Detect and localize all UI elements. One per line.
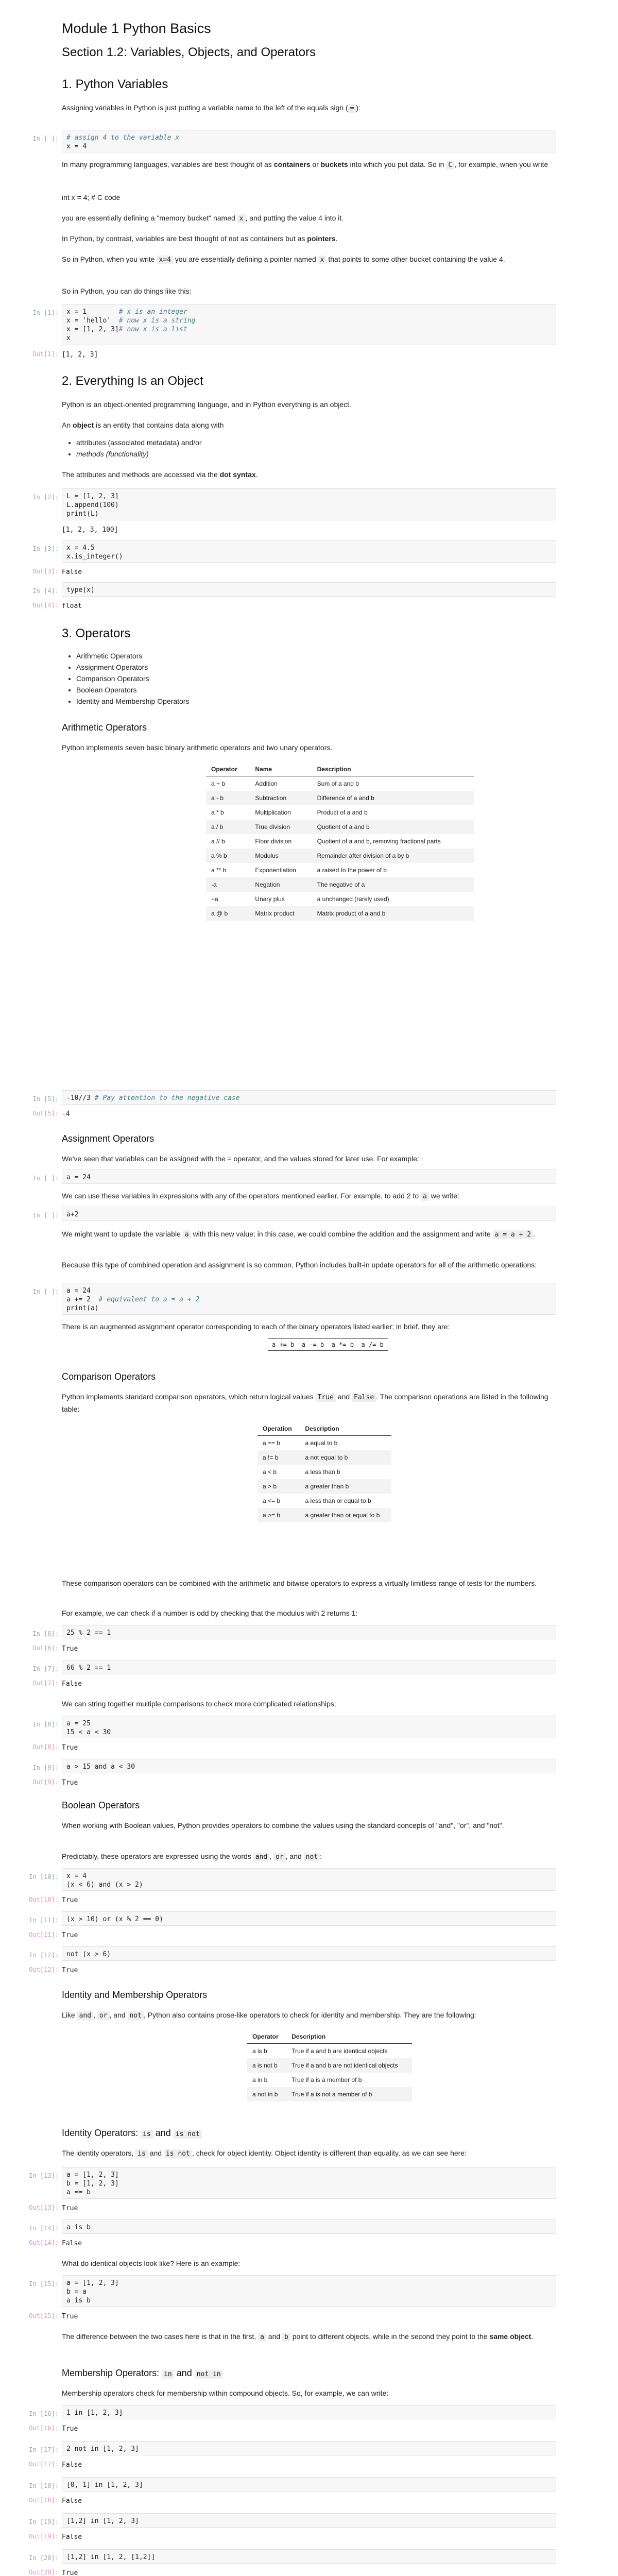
list-item: • Identity and Membership Operators — [76, 696, 189, 707]
code-cell[interactable]: a = 24 — [62, 1170, 556, 1184]
heading-operators: 3. Operators — [62, 626, 131, 640]
operators-list — [62, 650, 189, 707]
table-row: a // b Floor division Quotient of a and b, removing fractional parts — [211, 838, 441, 845]
cell-output: True — [62, 1931, 78, 1939]
table-header: Operator — [247, 2030, 286, 2044]
table-header: Name — [250, 762, 312, 776]
paragraph: The attributes and methods are accessed via the dot syntax. — [62, 470, 258, 479]
code-cell[interactable]: a > 15 and a < 30 — [62, 1759, 556, 1773]
heading-assignment: Assignment Operators — [62, 1133, 154, 1144]
code-cell[interactable]: type(x) — [62, 582, 556, 597]
cell-output: True — [62, 1744, 78, 1752]
output-prompt: Out[6]: — [32, 1645, 59, 1652]
cell-prompt: In [16]: — [29, 2410, 59, 2417]
paragraph: Like and , or , and not , Python also contains prose-like operators to check for identity and membership. They are the following: — [62, 2011, 476, 2020]
output-prompt: Out[20]: — [29, 2569, 59, 2576]
page-title: Module 1 Python Basics — [62, 21, 211, 36]
code-cell[interactable]: -10//3 # Pay attention to the negative case — [62, 1090, 556, 1105]
code-cell[interactable]: 66 % 2 == 1 — [62, 1660, 556, 1674]
paragraph: These comparison operators can be combined with the arithmetic and bitwise operators to express a virtually limitless range of tests for the numbers. — [62, 1579, 537, 1587]
paragraph: What do identical objects look like? Here is an example: — [62, 2259, 241, 2267]
arithmetic-table — [206, 762, 474, 921]
output-prompt: Out[15]: — [29, 2312, 59, 2319]
output-prompt: Out[18]: — [29, 2497, 59, 2504]
paragraph: Membership operators check for membership within compound objects. So, for example, we can write: — [62, 2389, 389, 2397]
paragraph: Python implements seven basic binary arithmetic operators and two unary operators. — [62, 743, 333, 752]
cell-output: [1, 2, 3, 100] — [62, 526, 118, 534]
output-prompt: Out[4]: — [32, 602, 59, 609]
code-cell[interactable]: x = 4 (x < 6) and (x > 2) — [62, 1868, 556, 1891]
cell-output: False — [62, 1680, 82, 1688]
augmented-ops: a += b a -= b a *= b a /= b — [268, 1338, 388, 1351]
output-prompt: Out[3]: — [32, 568, 59, 575]
cell-output: False — [62, 2240, 82, 2247]
paragraph: Because this type of combined operation and assignment is so common, Python includes built-in update operators for all of the arithmetic operations: — [62, 1261, 537, 1269]
paragraph: you are essentially defining a "memory bucket" named x , and putting the value 4 into it. — [62, 214, 344, 223]
code-cell[interactable]: L = [1, 2, 3] L.append(100) print(L) — [62, 488, 556, 520]
paragraph: int x = 4; # C code — [62, 193, 121, 201]
table-row: a < b a less than b — [263, 1468, 340, 1476]
table-row: a is not b True if a and b are not identical objects — [247, 2058, 412, 2073]
code-cell[interactable]: not (x > 6) — [62, 1946, 556, 1961]
table-row: a >= b a greater than or equal to b — [258, 1508, 391, 1522]
table-row: a + b Addition Sum of a and b — [211, 780, 359, 787]
paragraph: Predictably, these operators are expressed using the words and , or , and not : — [62, 1852, 322, 1861]
table-row: a > b a greater than b — [258, 1479, 391, 1494]
cell-prompt: In [14]: — [29, 2225, 59, 2232]
paragraph: We can string together multiple comparisons to check more complicated relationships: — [62, 1700, 336, 1708]
list-item: • attributes (associated metadata) and/or — [76, 437, 202, 448]
code-cell[interactable]: a+2 — [62, 1207, 556, 1221]
code-cell[interactable]: a = [1, 2, 3] b = [1, 2, 3] a == b — [62, 2167, 556, 2199]
cell-output: True — [62, 2205, 78, 2212]
identity-membership-table — [247, 2030, 412, 2102]
heading-membership-operators: Membership Operators: in and not in — [62, 2368, 223, 2379]
cell-prompt: In [4]: — [32, 587, 59, 595]
paragraph: The difference between the two cases here is that in the first, a and b point to different objects, while in the second they point to the same object. — [62, 2332, 534, 2341]
heading-identity-membership: Identity and Membership Operators — [62, 1990, 208, 2000]
comparison-table — [258, 1422, 391, 1522]
code-cell[interactable]: (x > 10) or (x % 2 == 0) — [62, 1911, 556, 1926]
paragraph: In many programming languages, variables are best thought of as containers or buckets into which you put data. So in C , for example, when you write — [62, 160, 548, 169]
cell-prompt: In [18]: — [29, 2482, 59, 2489]
paragraph: There is an augmented assignment operator corresponding to each of the binary operators listed earlier; in brief, they are: — [62, 1323, 450, 1331]
cell-prompt: In [15]: — [29, 2280, 59, 2287]
output-prompt: Out[17]: — [29, 2461, 59, 2468]
cell-output: False — [62, 2533, 82, 2541]
list-item: • Comparison Operators — [76, 673, 189, 684]
output-prompt: Out[12]: — [29, 1966, 59, 1973]
cell-output: [1, 2, 3] — [62, 351, 98, 359]
cell-output: False — [62, 2461, 82, 2469]
code-cell[interactable]: 1 in [1, 2, 3] — [62, 2405, 556, 2419]
table-row: a not in b True if a is not a member of b — [247, 2087, 412, 2102]
cell-prompt: In [9]: — [32, 1764, 59, 1771]
paragraph: Assigning variables in Python is just putting a variable name to the left of the equals sign ( = ): — [62, 104, 361, 112]
cell-prompt: In [8]: — [32, 1721, 59, 1728]
cell-prompt: In [3]: — [32, 545, 59, 552]
cell-prompt: In [ ]: — [32, 1212, 59, 1219]
output-prompt: Out[13]: — [29, 2204, 59, 2211]
table-header: Description — [286, 2030, 412, 2044]
code-cell[interactable]: [1,2] in [1, 2, 3] — [62, 2513, 556, 2528]
cell-output: True — [62, 1967, 78, 1974]
heading-arithmetic: Arithmetic Operators — [62, 722, 147, 733]
paragraph: So in Python, you can do things like this: — [62, 287, 192, 295]
output-prompt: Out[7]: — [32, 1680, 59, 1687]
paragraph: We've seen that variables can be assigned with the = operator, and the values stored for later use. For example: — [62, 1155, 419, 1163]
paragraph: Python is an object-oriented programming language, and in Python everything is an object. — [62, 400, 351, 409]
cell-prompt: In [20]: — [29, 2554, 59, 2562]
cell-prompt: In [12]: — [29, 1952, 59, 1959]
code-cell[interactable]: 25 % 2 == 1 — [62, 1625, 556, 1639]
cell-prompt: In [ ]: — [32, 1288, 59, 1295]
cell-output: -4 — [62, 1110, 70, 1118]
paragraph: In Python, by contrast, variables are best thought of not as containers but as pointers. — [62, 234, 338, 243]
heading-comparison: Comparison Operators — [62, 1371, 156, 1382]
table-row: a ** b Exponentiation a raised to the power of b — [211, 867, 387, 874]
cell-prompt: In [13]: — [29, 2172, 59, 2179]
cell-prompt: In [ ]: — [32, 1175, 59, 1182]
output-prompt: Out[14]: — [29, 2239, 59, 2246]
output-prompt: Out[10]: — [29, 1896, 59, 1903]
table-header: Description — [312, 762, 474, 776]
cell-output: True — [62, 2425, 78, 2433]
code-cell[interactable]: a = 24 a += 2 # equivalent to a = a + 2 print(a) — [62, 1283, 556, 1315]
cell-prompt: In [10]: — [29, 1873, 59, 1880]
code-cell[interactable]: [0, 1] in [1, 2, 3] — [62, 2477, 556, 2492]
table-row: a in b True if a is a member of b — [252, 2076, 362, 2083]
cell-prompt: In [ ]: — [32, 135, 59, 142]
table-row: a @ b Matrix product Matrix product of a and b — [206, 906, 474, 921]
heading-identity-operators: Identity Operators: is and is not — [62, 2128, 202, 2139]
table-header: Operator — [206, 762, 250, 776]
code-cell[interactable]: 2 not in [1, 2, 3] — [62, 2441, 556, 2455]
code-cell[interactable]: a is b — [62, 2219, 556, 2234]
cell-output: True — [62, 1779, 78, 1787]
table-row: a == b a equal to b — [263, 1439, 338, 1447]
paragraph: An object is an entity that contains data along with — [62, 421, 224, 429]
paragraph: For example, we can check if a number is odd by checking that the modulus with 2 returns 1: — [62, 1609, 358, 1617]
table-row: a != b a not equal to b — [258, 1450, 391, 1465]
paragraph: We might want to update the variable a with this new value; in this case, we could combine the addition and the assignment and write a = a + 2 . — [62, 1230, 535, 1239]
paragraph: Python implements standard comparison operators, which return logical values True and False . The comparison operations are listed in the following table: — [62, 1393, 548, 1413]
table-header: Description — [300, 1422, 391, 1436]
table-row: a <= b a less than or equal to b — [263, 1497, 371, 1504]
table-row: a - b Subtraction Difference of a and b — [206, 791, 474, 805]
table-row: -a Negation The negative of a — [206, 877, 474, 892]
output-prompt: Out[19]: — [29, 2533, 59, 2540]
paragraph: So in Python, when you write x=4 you are essentially defining a pointer named x that points to some other bucket containing the value 4. — [62, 255, 505, 264]
cell-prompt: In [5]: — [32, 1095, 59, 1103]
cell-output: True — [62, 1645, 78, 1653]
output-prompt: Out[5]: — [32, 1110, 59, 1117]
list-item: • Assignment Operators — [76, 662, 189, 673]
list-item: • Arithmetic Operators — [76, 650, 189, 662]
cell-prompt: In [7]: — [32, 1665, 59, 1672]
heading-python-variables: 1. Python Variables — [62, 77, 168, 91]
bullet-list — [62, 437, 202, 460]
table-row: a / b True division Quotient of a and b — [206, 820, 474, 834]
cell-prompt: In [1]: — [32, 309, 59, 316]
paragraph: When working with Boolean values, Python provides operators to combine the values using the standard concepts of "and", "or", and "not". — [62, 1821, 504, 1829]
cell-output: True — [62, 2569, 78, 2576]
output-prompt: Out[16]: — [29, 2425, 59, 2432]
table-header: Operation — [258, 1422, 300, 1436]
table-row: a % b Modulus Remainder after division of a by b — [206, 849, 474, 863]
heading-boolean: Boolean Operators — [62, 1800, 140, 1810]
output-prompt: Out[8]: — [32, 1743, 59, 1751]
table-row: a * b Multiplication Product of a and b — [211, 809, 368, 816]
code-cell[interactable]: a = [1, 2, 3] b = a a is b — [62, 2275, 556, 2307]
cell-prompt: In [2]: — [32, 494, 59, 501]
cell-output: False — [62, 2497, 82, 2505]
cell-output: float — [62, 602, 82, 610]
code-cell[interactable]: [1,2] in [1, 2, [1,2]] — [62, 2549, 556, 2564]
paragraph: We can use these variables in expressions with any of the operators mentioned earlier. For example, to add 2 to a we write: — [62, 1192, 459, 1200]
output-prompt: Out[1]: — [32, 350, 59, 358]
cell-output: True — [62, 1896, 78, 1904]
list-item: • Boolean Operators — [76, 684, 189, 696]
table-row: +a Unary plus a unchanged (rarely used) — [211, 895, 389, 903]
code-cell[interactable]: a = 25 15 < a < 30 — [62, 1716, 556, 1738]
code-cell[interactable]: # assign 4 to the variable x x = 4 — [62, 130, 556, 152]
cell-prompt: In [11]: — [29, 1917, 59, 1924]
heading-everything-object: 2. Everything Is an Object — [62, 374, 203, 388]
output-prompt: Out[9]: — [32, 1778, 59, 1786]
list-item: • methods (functionality) — [76, 448, 202, 460]
cell-output: True — [62, 2313, 78, 2320]
cell-prompt: In [6]: — [32, 1630, 59, 1637]
section-title: Section 1.2: Variables, Objects, and Operators — [62, 45, 316, 59]
table-row: a is b True if a and b are identical objects — [252, 2047, 388, 2055]
cell-prompt: In [17]: — [29, 2446, 59, 2453]
code-cell[interactable]: x = 1 # x is an integer x = 'hello' # now x is a string x = [1, 2, 3]# now x is a list x — [62, 304, 556, 345]
output-prompt: Out[11]: — [29, 1931, 59, 1938]
cell-output: False — [62, 568, 82, 576]
cell-prompt: In [19]: — [29, 2518, 59, 2526]
code-cell[interactable]: x = 4.5 x.is_integer() — [62, 540, 556, 563]
paragraph: The identity operators, is and is not , check for object identity. Object identity is different than equality, as we can see here: — [62, 2149, 467, 2158]
